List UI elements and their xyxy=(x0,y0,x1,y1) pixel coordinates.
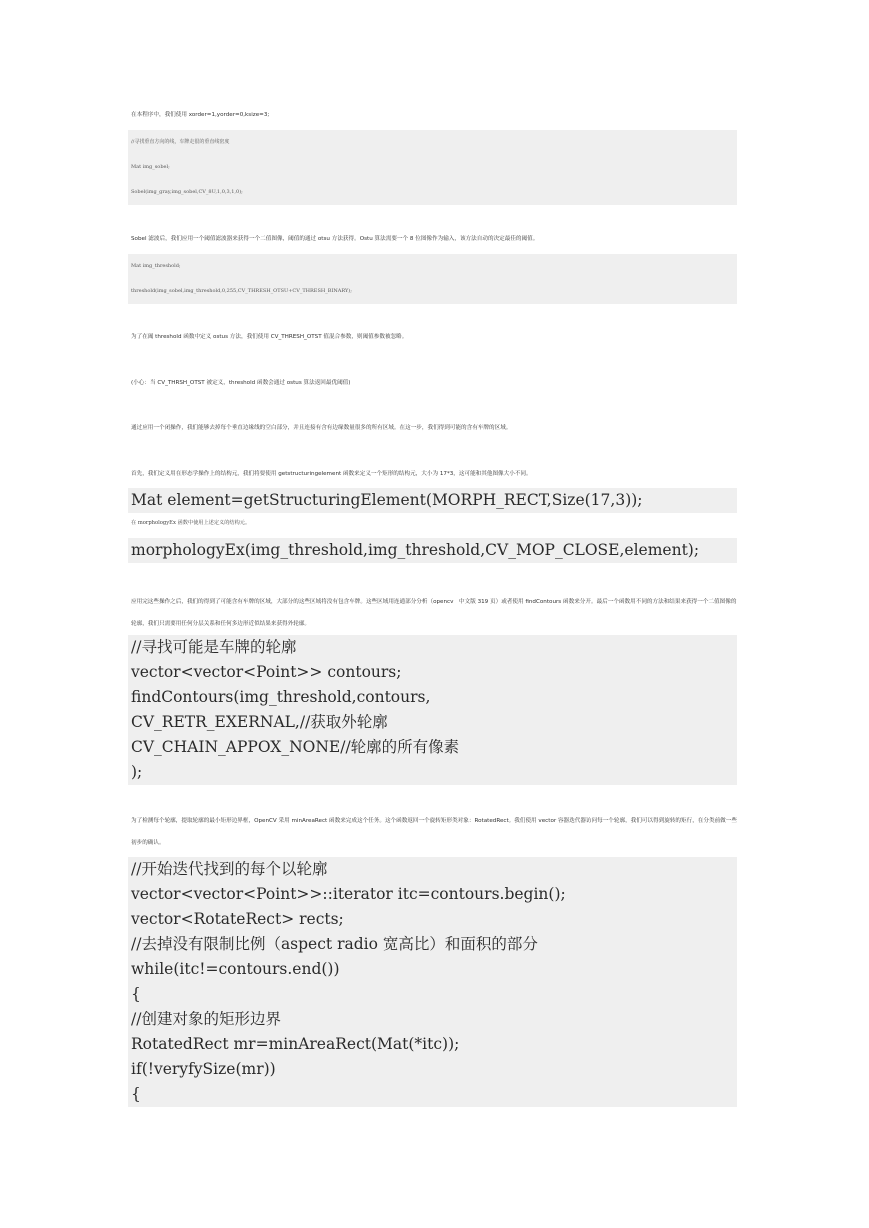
paragraph-min-area-rect: 为了检测每个轮廓，提取轮廓的最小矩形边界框，OpenCV 采用 minAreaRect 函数来完成这个任务。这个函数返回一个旋转矩形类对象：RotatedRect。我们使用 vector 容器迭代器访问每一个轮廓，我们可以得到旋转的矩行，在分类前做一些初步的确认。 xyxy=(131,818,737,846)
code-block-iterate xyxy=(128,857,737,1107)
code-line: vector<RotateRect> rects; xyxy=(131,910,344,928)
code-line: CV_RETR_EXERNAL,//获取外轮廓 xyxy=(131,713,388,731)
code-line: morphologyEx(img_threshold,img_threshold,CV_MOP_CLOSE,element); xyxy=(131,541,700,559)
code-line: findContours(img_threshold,contours, xyxy=(131,688,431,706)
code-line: { xyxy=(131,985,141,1003)
paragraph-caution: (小心：当 CV_THRSH_OTST 被定义，threshold 函数会通过 ostus 算法返回最优阈值) xyxy=(131,380,351,386)
paragraph-close-op: 通过应用一个闭操作，我们能够去掉每个垂直边缘线的空白部分，并且连接有含有边缘数量很多的所有区域。在这一步，我们得到可能的含有车牌的区域。 xyxy=(131,425,512,431)
code-line: vector<vector<Point>> contours; xyxy=(131,663,402,681)
code-block-sobel xyxy=(128,130,737,205)
code-line: if(!veryfySize(mr)) xyxy=(131,1060,276,1078)
code-line: Sobel(img_gray,img_sobel,CV_8U,1,0,3,1,0); xyxy=(131,189,243,195)
code-line: Mat element=getStructuringElement(MORPH_RECT,Size(17,3)); xyxy=(131,491,643,509)
code-line: ); xyxy=(131,763,143,781)
code-line: //创建对象的矩形边界 xyxy=(131,1010,281,1028)
code-line: CV_CHAIN_APPOX_NONE//轮廓的所有像素 xyxy=(131,738,460,756)
code-line: threshold(img_sobel,img_threshold,0,255,CV_THRESH_OTSU+CV_THRESH_BINARY); xyxy=(131,288,352,294)
code-line: while(itc!=contours.end()) xyxy=(131,960,340,978)
code-line: //寻找垂直方向的线，车牌走很的垂直线密度 xyxy=(131,139,230,145)
code-block-threshold xyxy=(128,254,737,304)
code-block-element xyxy=(128,488,737,513)
code-line: //寻找可能是车牌的轮廓 xyxy=(131,638,297,656)
paragraph-sobel-threshold: Sobel 滤波后，我们应用一个阈值滤波器来获得一个二值图像，阈值的通过 otsu 方法获得。Ostu 算法需要一个 8 位图像作为输入，该方法自动的决定最佳的阈值。 xyxy=(131,236,539,242)
code-line: RotatedRect mr=minAreaRect(Mat(*itc)); xyxy=(131,1035,460,1053)
code-line: //开始迭代找到的每个以轮廓 xyxy=(131,860,328,878)
code-line: Mat img_sobel; xyxy=(131,164,170,170)
code-block-morphology xyxy=(128,538,737,563)
paragraph-params: 在本程序中，我们使用 xorder=1,yorder=0,ksize=3; xyxy=(131,112,270,118)
code-line: //去掉没有限制比例（aspect radio 宽高比）和面积的部分 xyxy=(131,935,538,953)
code-block-contours xyxy=(128,635,737,785)
code-line: Mat img_threshold; xyxy=(131,263,181,269)
paragraph-morphology-note: 在 morphologyEx 函数中使用上述定义的结构元。 xyxy=(131,520,251,526)
paragraph-otsu: 为了在阈 threshold 函数中定义 ostus 方法，我们使用 CV_THRESH_OTST 值混合参数，则阈值参数被忽略。 xyxy=(131,334,408,340)
paragraph-contours: 应用完这些操作之后，我们的得到了可能含有车牌的区域，大部分的这些区域将没有包含车牌。这些区域用连通部分分析（opencv 中文版 319 页）或者使用 findContours 函数来分开。最后一个函数用不同的方法和结果来获得一个二值图像的轮廓，我们只需要用任何分层关系和任何多边形近似结果来获得外轮廓。 xyxy=(131,599,737,627)
code-line: vector<vector<Point>>::iterator itc=contours.begin(); xyxy=(131,885,566,903)
paragraph-structuring-element: 首先，我们定义用在形态学操作上的结构元，我们将要使用 getstructuringelement 函数来定义一个矩形的结构元，大小为 17*3，这可能和其他图像大小不同。 xyxy=(131,471,532,477)
code-line: { xyxy=(131,1085,141,1103)
